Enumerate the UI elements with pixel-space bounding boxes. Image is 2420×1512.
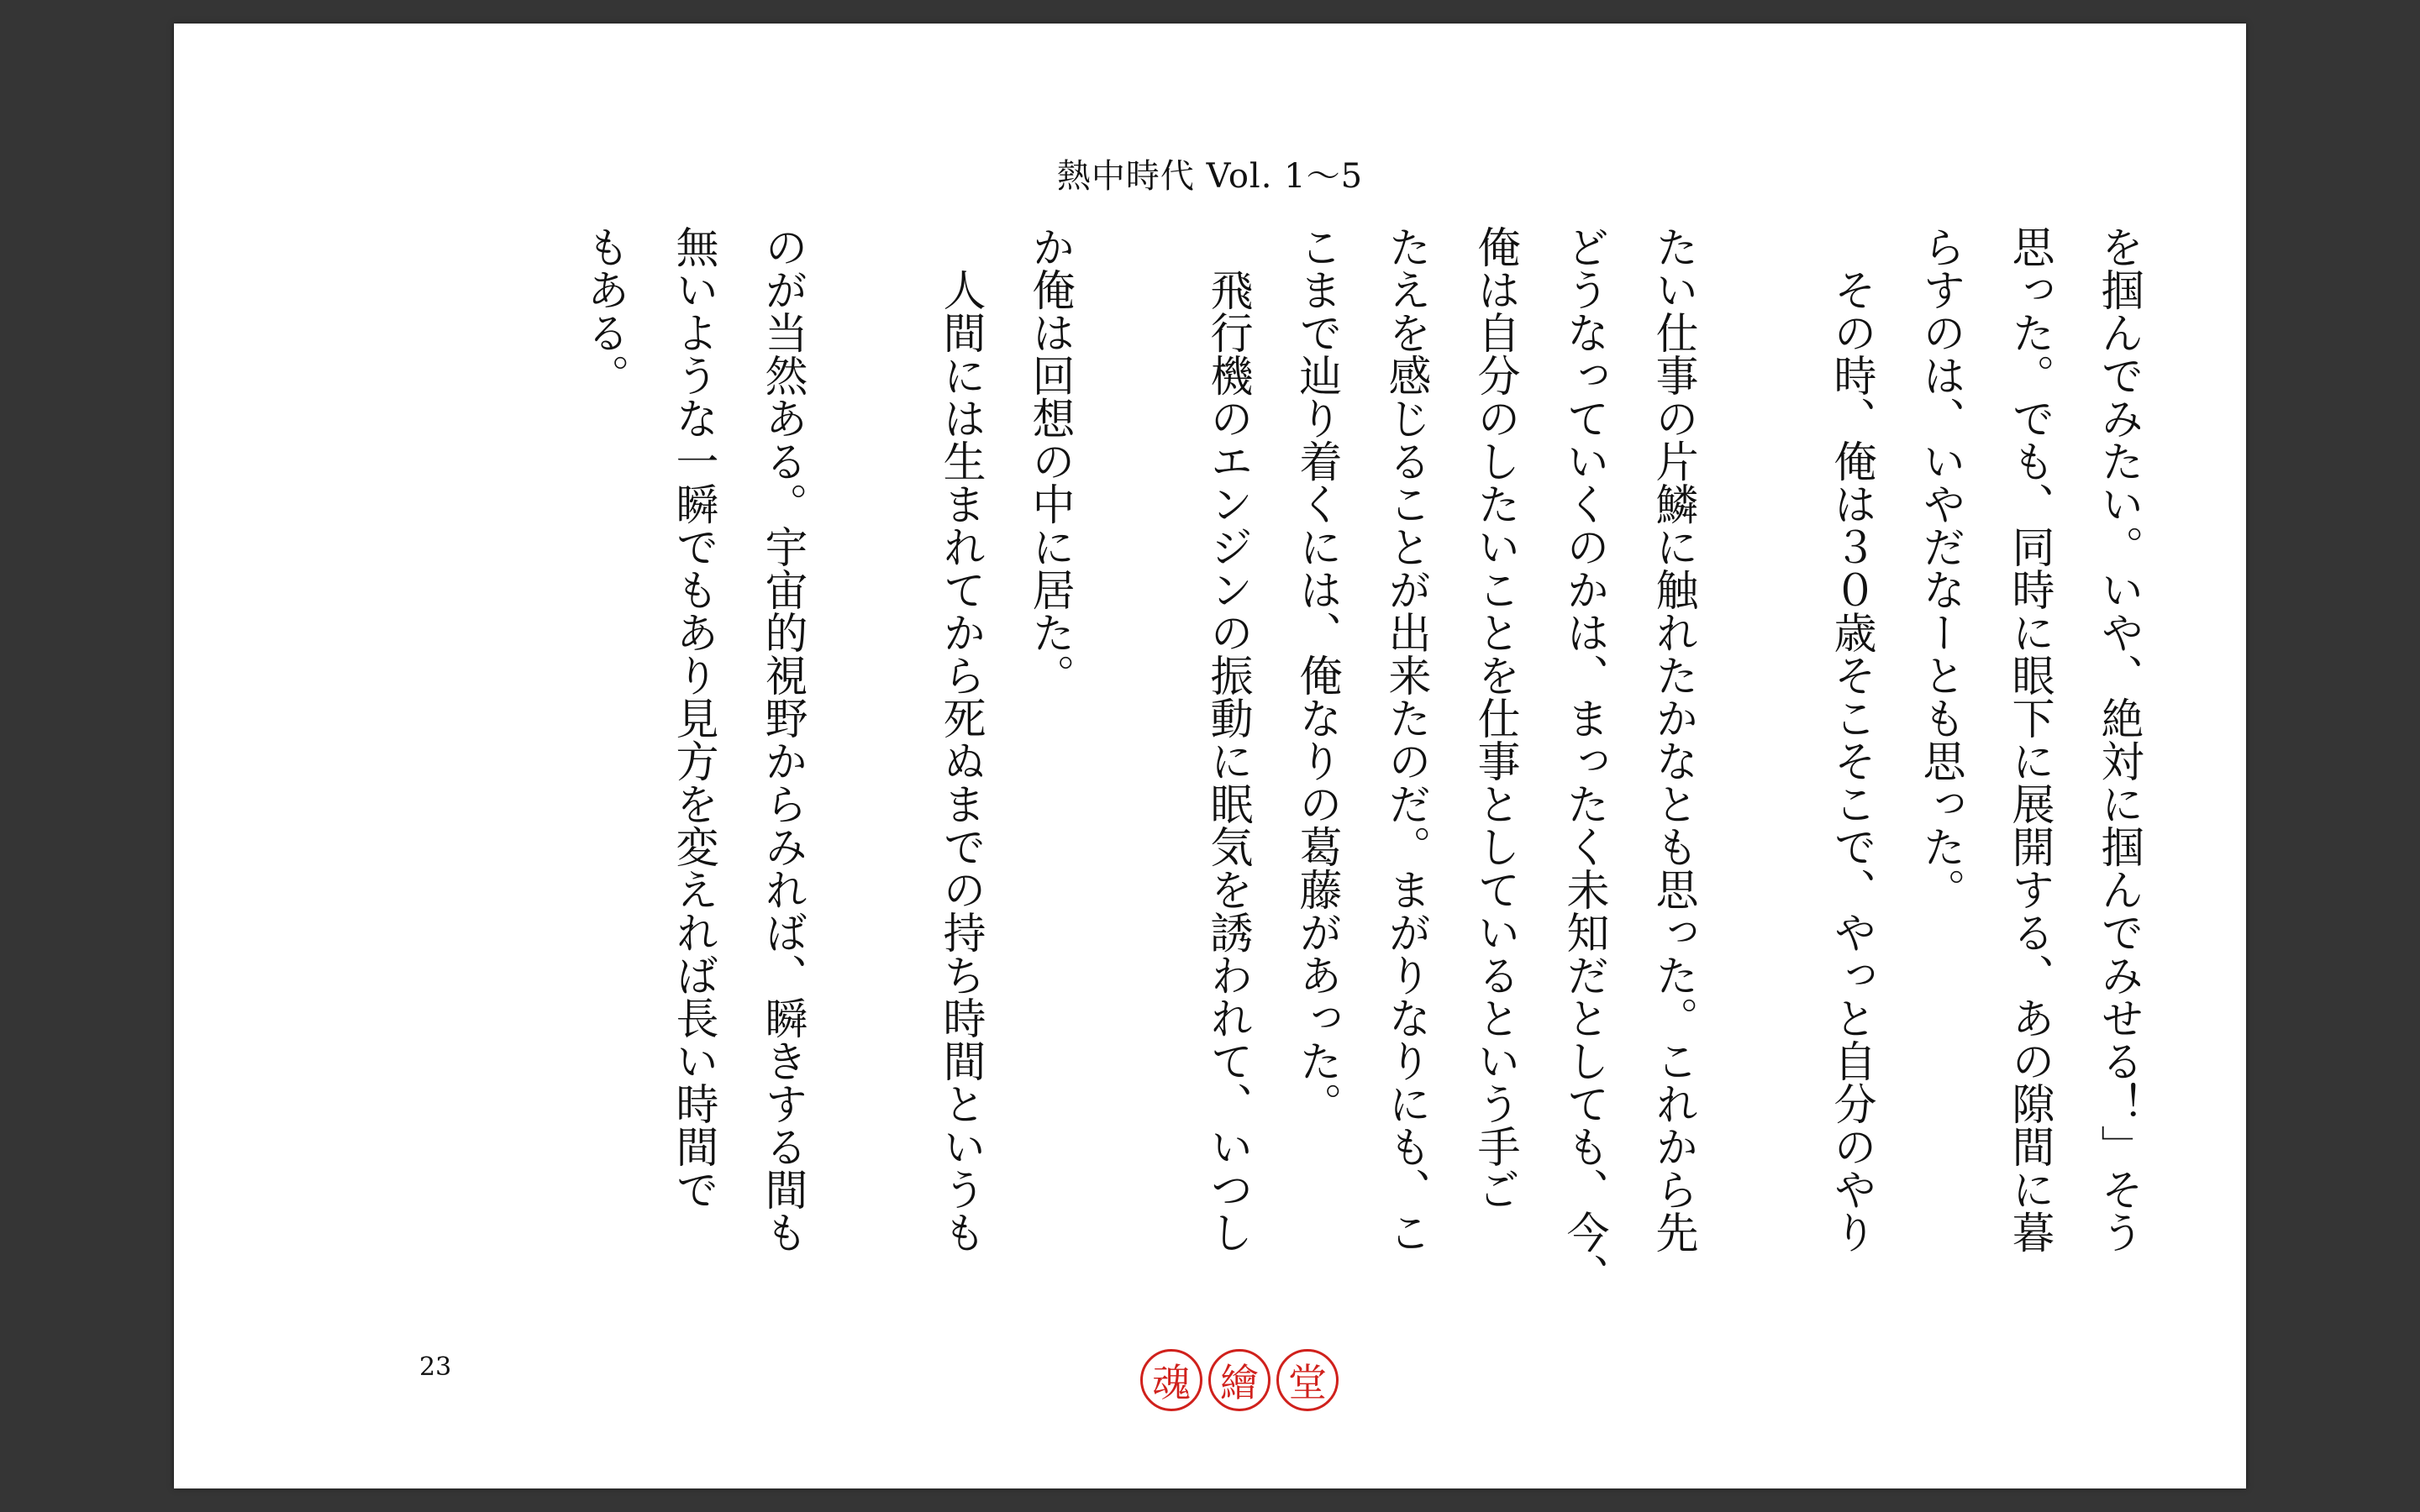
text-column: こまで辿り着くには、俺なりの葛藤があった。: [1292, 225, 1341, 1125]
text-column: のが当然ある。宇宙的視野からみれば、瞬きする間も: [757, 225, 807, 1253]
text-column: その時、俺は３０歳そこそこで、やっと自分のやり: [1826, 225, 1876, 1253]
text-column: もある。: [579, 225, 629, 396]
seal-stamp: 繪: [1208, 1349, 1270, 1411]
seal-stamp: 堂: [1276, 1349, 1339, 1411]
page-title: 熱中時代 Vol. 1〜5: [1056, 157, 1364, 196]
page-number: 23: [419, 1352, 452, 1382]
text-column: 人間には生まれてから死ぬまでの持ち時間というも: [935, 225, 985, 1253]
text-column: を掴んでみたい。いや、絶対に掴んでみせる！」そう: [2093, 225, 2143, 1253]
text-column: 飛行機のエンジンの振動に眠気を誘われて、いつし: [1202, 225, 1252, 1253]
text-column: 俺は自分のしたいことを仕事としているという手ご: [1470, 225, 1519, 1210]
text-column: どうなっていくのかは、まったく未知だとしても、今、: [1559, 225, 1608, 1296]
text-column: 思った。でも、同時に眼下に展開する、あの隙間に暮: [2004, 225, 2054, 1253]
text-column: らすのは、いやだなーとも思った。: [1915, 225, 1965, 911]
seal-stamp: 魂: [1140, 1349, 1202, 1411]
book-page: [174, 24, 2246, 1488]
publisher-seal: [1140, 1349, 1339, 1411]
vertical-body-text: [566, 225, 2162, 1334]
text-column: か俺は回想の中に居た。: [1024, 225, 1074, 696]
text-column: たい仕事の片鱗に触れたかなとも思った。これから先: [1648, 225, 1697, 1253]
text-column: たえを感じることが出来たのだ。まがりなりにも、こ: [1381, 225, 1430, 1253]
text-column: 無いような一瞬でもあり見方を変えれば長い時間で: [668, 225, 718, 1210]
